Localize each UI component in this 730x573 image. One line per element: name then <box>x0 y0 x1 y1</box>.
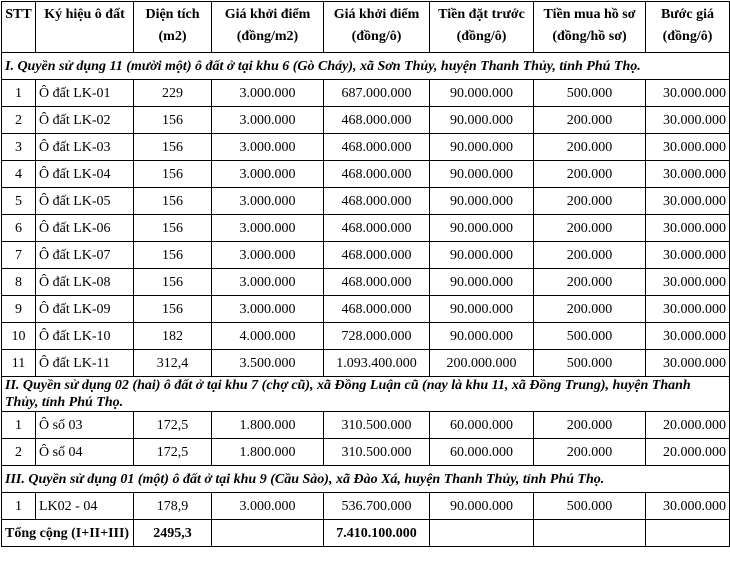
cell-gia-o: 310.500.000 <box>324 439 430 466</box>
header-dat-truoc: Tiền đặt trước (đồng/ô) <box>430 2 534 53</box>
cell-ky-hieu: Ô đất LK-01 <box>36 80 134 107</box>
table-row <box>2 161 730 188</box>
total-row <box>2 520 730 547</box>
table-body <box>2 53 730 547</box>
cell-ky-hieu: Ô đất LK-10 <box>36 323 134 350</box>
cell-ho-so: 200.000 <box>534 188 646 215</box>
cell-dat-truoc: 90.000.000 <box>430 296 534 323</box>
cell-ky-hieu: Ô số 03 <box>36 412 134 439</box>
cell-stt: 3 <box>2 134 36 161</box>
cell-ho-so: 200.000 <box>534 242 646 269</box>
cell-gia-m2: 3.000.000 <box>212 107 324 134</box>
header-ky-hieu: Ký hiệu ô đất <box>36 2 134 53</box>
cell-ho-so: 500.000 <box>534 80 646 107</box>
auction-land-table <box>1 1 730 547</box>
cell-stt: 10 <box>2 323 36 350</box>
cell-stt: 8 <box>2 269 36 296</box>
cell-gia-m2: 3.000.000 <box>212 80 324 107</box>
cell-gia-o: 1.093.400.000 <box>324 350 430 377</box>
cell-ky-hieu: Ô đất LK-07 <box>36 242 134 269</box>
cell-buoc-gia: 30.000.000 <box>646 493 730 520</box>
cell-buoc-gia: 30.000.000 <box>646 188 730 215</box>
cell-dat-truoc: 60.000.000 <box>430 412 534 439</box>
table-row <box>2 269 730 296</box>
header-stt: STT <box>2 2 36 53</box>
cell-stt: 1 <box>2 493 36 520</box>
cell-dat-truoc: 200.000.000 <box>430 350 534 377</box>
header-gia-m2: Giá khởi điểm (đồng/m2) <box>212 2 324 53</box>
cell-ky-hieu: Ô đất LK-02 <box>36 107 134 134</box>
cell-dien-tich: 312,4 <box>134 350 212 377</box>
section-title: III. Quyền sử dụng 01 (một) ô đất ở tại khu 9 (Cầu Sào), xã Đào Xá, huyện Thanh Thủy, tỉnh Phú Thọ. <box>2 466 730 493</box>
table-row <box>2 296 730 323</box>
cell-gia-o: 536.700.000 <box>324 493 430 520</box>
cell-gia-o: 468.000.000 <box>324 134 430 161</box>
cell-buoc-gia: 30.000.000 <box>646 80 730 107</box>
cell-dat-truoc: 60.000.000 <box>430 439 534 466</box>
cell-stt: 4 <box>2 161 36 188</box>
table-row <box>2 412 730 439</box>
cell-dien-tich: 156 <box>134 188 212 215</box>
section-heading-row <box>2 377 730 412</box>
section-title: II. Quyền sử dụng 02 (hai) ô đất ở tại khu 7 (chợ cũ), xã Đồng Luận cũ (nay là khu 11, xã Đồng Trung), huyện Thanh Thủy, tỉnh Phú Thọ. <box>2 377 730 412</box>
cell-ky-hieu: Ô đất LK-06 <box>36 215 134 242</box>
total-empty-ho-so <box>534 520 646 547</box>
cell-ho-so: 200.000 <box>534 161 646 188</box>
cell-gia-m2: 3.000.000 <box>212 242 324 269</box>
cell-gia-m2: 3.000.000 <box>212 188 324 215</box>
cell-dat-truoc: 90.000.000 <box>430 493 534 520</box>
cell-buoc-gia: 30.000.000 <box>646 323 730 350</box>
cell-stt: 2 <box>2 107 36 134</box>
cell-ho-so: 500.000 <box>534 493 646 520</box>
cell-gia-m2: 1.800.000 <box>212 439 324 466</box>
cell-gia-m2: 1.800.000 <box>212 412 324 439</box>
cell-ky-hieu: Ô đất LK-09 <box>36 296 134 323</box>
table-row <box>2 242 730 269</box>
header-dien-tich: Diện tích (m2) <box>134 2 212 53</box>
cell-ho-so: 200.000 <box>534 412 646 439</box>
cell-dat-truoc: 90.000.000 <box>430 242 534 269</box>
cell-buoc-gia: 30.000.000 <box>646 269 730 296</box>
section-heading-row <box>2 53 730 80</box>
cell-dat-truoc: 90.000.000 <box>430 80 534 107</box>
cell-ky-hieu: LK02 - 04 <box>36 493 134 520</box>
cell-gia-o: 468.000.000 <box>324 188 430 215</box>
cell-stt: 6 <box>2 215 36 242</box>
cell-gia-o: 728.000.000 <box>324 323 430 350</box>
cell-gia-o: 687.000.000 <box>324 80 430 107</box>
cell-gia-m2: 4.000.000 <box>212 323 324 350</box>
cell-stt: 7 <box>2 242 36 269</box>
section-title: I. Quyền sử dụng 11 (mười một) ô đất ở tại khu 6 (Gò Cháy), xã Sơn Thủy, huyện Thanh Thủy, tỉnh Phú Thọ. <box>2 53 730 80</box>
cell-buoc-gia: 20.000.000 <box>646 439 730 466</box>
cell-gia-m2: 3.000.000 <box>212 215 324 242</box>
total-dien-tich: 2495,3 <box>134 520 212 547</box>
total-empty-buoc-gia <box>646 520 730 547</box>
table-header <box>2 2 730 53</box>
cell-gia-m2: 3.000.000 <box>212 134 324 161</box>
cell-gia-o: 468.000.000 <box>324 296 430 323</box>
cell-ky-hieu: Ô đất LK-05 <box>36 188 134 215</box>
total-empty-gia-m2 <box>212 520 324 547</box>
cell-dien-tich: 156 <box>134 107 212 134</box>
cell-stt: 1 <box>2 412 36 439</box>
cell-ky-hieu: Ô đất LK-03 <box>36 134 134 161</box>
cell-dien-tich: 156 <box>134 269 212 296</box>
cell-ky-hieu: Ô đất LK-08 <box>36 269 134 296</box>
cell-dien-tich: 156 <box>134 296 212 323</box>
cell-stt: 2 <box>2 439 36 466</box>
cell-stt: 11 <box>2 350 36 377</box>
cell-dat-truoc: 90.000.000 <box>430 161 534 188</box>
total-empty-dat-truoc <box>430 520 534 547</box>
header-gia-o: Giá khởi điểm (đồng/ô) <box>324 2 430 53</box>
table-row <box>2 350 730 377</box>
cell-gia-o: 468.000.000 <box>324 269 430 296</box>
table-row <box>2 493 730 520</box>
cell-ky-hieu: Ô số 04 <box>36 439 134 466</box>
cell-dien-tich: 156 <box>134 134 212 161</box>
section-heading-row <box>2 466 730 493</box>
table-row <box>2 215 730 242</box>
cell-dien-tich: 182 <box>134 323 212 350</box>
cell-buoc-gia: 30.000.000 <box>646 242 730 269</box>
cell-dat-truoc: 90.000.000 <box>430 215 534 242</box>
cell-gia-o: 468.000.000 <box>324 161 430 188</box>
cell-dien-tich: 156 <box>134 242 212 269</box>
cell-gia-o: 468.000.000 <box>324 215 430 242</box>
cell-dat-truoc: 90.000.000 <box>430 323 534 350</box>
cell-buoc-gia: 30.000.000 <box>646 161 730 188</box>
table-row <box>2 439 730 466</box>
cell-ky-hieu: Ô đất LK-04 <box>36 161 134 188</box>
table-row <box>2 188 730 215</box>
cell-ho-so: 200.000 <box>534 296 646 323</box>
cell-dien-tich: 156 <box>134 161 212 188</box>
cell-buoc-gia: 30.000.000 <box>646 296 730 323</box>
table-row <box>2 134 730 161</box>
header-ho-so: Tiền mua hồ sơ (đồng/hồ sơ) <box>534 2 646 53</box>
cell-ho-so: 500.000 <box>534 323 646 350</box>
cell-gia-m2: 3.000.000 <box>212 493 324 520</box>
cell-stt: 5 <box>2 188 36 215</box>
cell-dien-tich: 229 <box>134 80 212 107</box>
cell-dat-truoc: 90.000.000 <box>430 107 534 134</box>
cell-buoc-gia: 30.000.000 <box>646 350 730 377</box>
cell-dat-truoc: 90.000.000 <box>430 134 534 161</box>
cell-gia-o: 468.000.000 <box>324 242 430 269</box>
table-row <box>2 323 730 350</box>
cell-dien-tich: 172,5 <box>134 412 212 439</box>
cell-gia-m2: 3.000.000 <box>212 269 324 296</box>
cell-ho-so: 200.000 <box>534 215 646 242</box>
header-buoc-gia: Bước giá (đồng/ô) <box>646 2 730 53</box>
cell-buoc-gia: 20.000.000 <box>646 412 730 439</box>
cell-gia-m2: 3.000.000 <box>212 296 324 323</box>
cell-buoc-gia: 30.000.000 <box>646 107 730 134</box>
table-row <box>2 80 730 107</box>
cell-ho-so: 200.000 <box>534 134 646 161</box>
cell-ho-so: 200.000 <box>534 439 646 466</box>
cell-ky-hieu: Ô đất LK-11 <box>36 350 134 377</box>
total-label: Tổng cộng (I+II+III) <box>2 520 134 547</box>
cell-gia-o: 468.000.000 <box>324 107 430 134</box>
cell-dien-tich: 156 <box>134 215 212 242</box>
cell-gia-m2: 3.500.000 <box>212 350 324 377</box>
cell-stt: 1 <box>2 80 36 107</box>
table-row <box>2 107 730 134</box>
cell-buoc-gia: 30.000.000 <box>646 134 730 161</box>
cell-ho-so: 200.000 <box>534 107 646 134</box>
total-gia-o: 7.410.100.000 <box>324 520 430 547</box>
cell-dien-tich: 172,5 <box>134 439 212 466</box>
cell-ho-so: 200.000 <box>534 269 646 296</box>
cell-gia-m2: 3.000.000 <box>212 161 324 188</box>
cell-dat-truoc: 90.000.000 <box>430 188 534 215</box>
cell-dat-truoc: 90.000.000 <box>430 269 534 296</box>
cell-dien-tich: 178,9 <box>134 493 212 520</box>
cell-ho-so: 500.000 <box>534 350 646 377</box>
cell-buoc-gia: 30.000.000 <box>646 215 730 242</box>
cell-gia-o: 310.500.000 <box>324 412 430 439</box>
cell-stt: 9 <box>2 296 36 323</box>
